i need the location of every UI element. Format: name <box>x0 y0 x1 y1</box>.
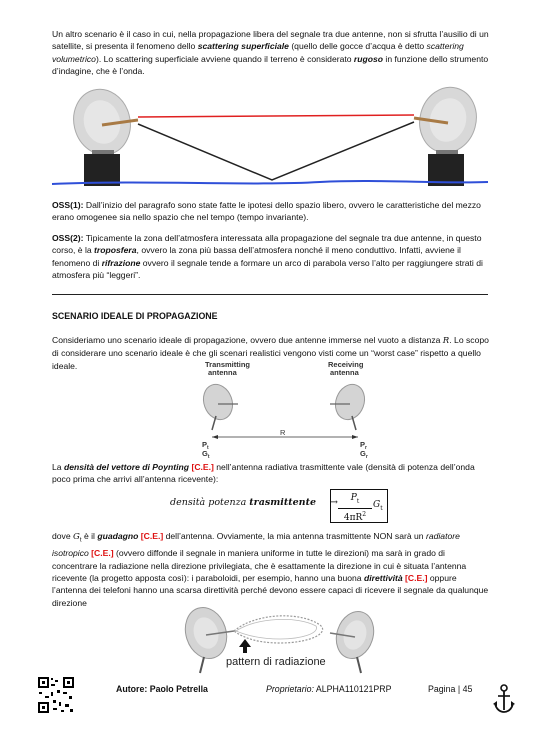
ce-link[interactable]: [C.E.] <box>405 572 428 583</box>
scattering-figure <box>0 80 539 195</box>
pt-subscript: t <box>207 445 209 451</box>
pt-label: P <box>202 440 208 449</box>
distance-label: R <box>280 428 286 437</box>
left-dish-antenna <box>66 83 138 186</box>
oss2-label: OSS(2): <box>52 233 84 243</box>
ce-link[interactable]: [C.E.] <box>91 548 114 559</box>
reflected-path-line <box>138 122 414 180</box>
formula-numerator-sub: t <box>356 497 360 505</box>
text-segment: nell’antenna radiativa trasmittente vale (densità di potenza dell’onda poco prima che arrivi all’antenna ricevente): <box>52 462 475 485</box>
text-segment: dell’antenna. Ovviamente, la mia antenna trasmittente NON sarà un <box>163 531 426 541</box>
text-segment: ovvero il segnale tende a formare un arco di parabola verso l’alto per raggiungere strati di atmosfera più “leggeri”. <box>52 257 483 281</box>
term-rifrazione: rifrazione <box>101 257 141 268</box>
distance-symbol: R <box>442 336 450 346</box>
gt-subscript: t <box>207 454 210 458</box>
term-scattering-volumetrico: scattering volumetrico <box>52 41 464 64</box>
ce-link[interactable]: [C.E.] <box>140 531 164 541</box>
text-segment: Tipicamente la zona dell’atmosfera interessata alla propagazione del segnale tra due antenne, in questo corso, è la <box>52 233 482 256</box>
rx-label-line2: antenna <box>330 368 359 377</box>
tx-dish-antenna <box>199 380 238 430</box>
gr-subscript: r <box>365 454 368 458</box>
oss2-paragraph <box>52 232 492 282</box>
term-direttivita: direttività <box>363 572 403 583</box>
term-radiatore-isotropico: radiatore isotropico <box>52 531 460 559</box>
anchor-icon <box>493 684 515 714</box>
term-rugoso: rugoso <box>353 53 384 64</box>
tx-label-line1: Transmitting <box>205 360 251 369</box>
pattern-rx-dish <box>330 607 380 673</box>
footer-owner <box>266 684 392 694</box>
formula-arrow: → <box>330 497 338 508</box>
formula-fraction <box>338 492 372 524</box>
text-segment: Consideriamo uno scenario ideale di propagazione, ovvero due antenne immerse nel vuoto a distanza <box>52 335 443 345</box>
oss1-paragraph <box>52 199 492 224</box>
section-divider <box>52 294 488 295</box>
formula-numerator: P <box>350 493 357 503</box>
term-poynting: densità del vettore di Poynting <box>63 462 190 472</box>
right-dish-antenna <box>412 81 483 186</box>
gain-subscript: t <box>79 537 82 544</box>
poynting-paragraph <box>52 461 492 486</box>
text-segment: . Lo scopo di considerare uno scenario ideale è che gli scenari realistici vengono visti come un “worst case” rispetto a quello ideale. <box>52 335 489 371</box>
pattern-caption: pattern di radiazione <box>226 656 326 668</box>
text-segment: (ovvero diffonde il segnale in maniera uniforme in tutte le direzioni) ma sarà in grado di concentrare la radiazione nella direzione privilegiata, che è esattamente la direzione in cui è situata l’antenna ricevente (la progetto apposta così): i paraboloidi, per esempio, hanno una buona <box>52 548 467 583</box>
power-density-formula <box>170 497 338 508</box>
text-segment: dove <box>52 531 74 541</box>
formula-gain-sub: t <box>380 504 383 512</box>
formula-gain <box>373 500 383 512</box>
text-segment: in funzione dello strumento d’indagine, che è l’onda. <box>52 53 489 77</box>
formula-denominator: 4πR <box>343 512 363 523</box>
text-segment: (quello delle gocce d’acqua è detto <box>288 41 427 52</box>
direct-beam-line <box>138 115 414 117</box>
text-segment: Dall’inizio del paragrafo sono state fatte le ipotesi dello spazio libero, ovvero le caratteristiche del mezzo erano omogenee sia nello spazio che nel tempo (tempo invariante). <box>52 200 481 223</box>
text-segment: La <box>52 462 64 472</box>
footer-author: Autore: Paolo Petrella <box>116 684 208 694</box>
footer-owner-label: Proprietario: <box>266 684 314 694</box>
gr-label: G <box>360 449 366 458</box>
footer-owner-value: ALPHA110121PRP <box>313 684 392 694</box>
text-segment: oppure l’antenna dei telefoni hanno una scarsa direttività perché devono essere capaci di ricevere il segnale da qualunque direzione <box>52 572 489 608</box>
tx-label-line2: antenna <box>208 368 237 377</box>
gt-label: G <box>202 449 208 458</box>
section-title: SCENARIO IDEALE DI PROPAGAZIONE <box>52 311 218 321</box>
ce-link[interactable]: [C.E.] <box>191 462 214 472</box>
formula-denominator-sup: 2 <box>362 510 367 518</box>
text-segment: Un altro scenario è il caso in cui, nella propagazione libera del segnale tra due antenne, non si sfrutta l’ausilio di un satellite, si presenta il fenomeno dello <box>52 29 489 52</box>
text-segment: ). Lo scattering superficiale avviene quando il terreno è considerato <box>95 53 354 64</box>
oss1-label: OSS(1): <box>52 200 84 210</box>
formula-lhs-bold: trasmittente <box>249 497 317 508</box>
term-guadagno: guadagno <box>97 531 139 541</box>
term-scattering-superficiale: scattering superficiale <box>197 41 289 52</box>
rx-dish-antenna <box>330 380 369 430</box>
text-segment: è il <box>81 531 98 541</box>
term-troposfera: troposfera <box>94 245 137 256</box>
gain-symbol: G <box>73 532 80 542</box>
formula-lhs: densità potenza <box>170 497 250 508</box>
intro-paragraph <box>52 28 492 78</box>
pointer-arrow-icon <box>239 639 251 653</box>
pr-label: P <box>360 440 366 449</box>
rx-label-line1: Receiving <box>328 360 364 369</box>
tx-rx-figure <box>190 358 380 458</box>
gain-paragraph <box>52 530 492 609</box>
formula-gain-symbol: G <box>373 500 381 510</box>
text-segment: , ovvero la zona più bassa dell’atmosfera nonché il meno conduttivo. Infatti, avviene il fenomeno di <box>52 245 461 268</box>
footer-page-number: Pagina | 45 <box>428 684 473 694</box>
pr-subscript: r <box>365 445 367 451</box>
qr-code-icon <box>37 676 75 714</box>
